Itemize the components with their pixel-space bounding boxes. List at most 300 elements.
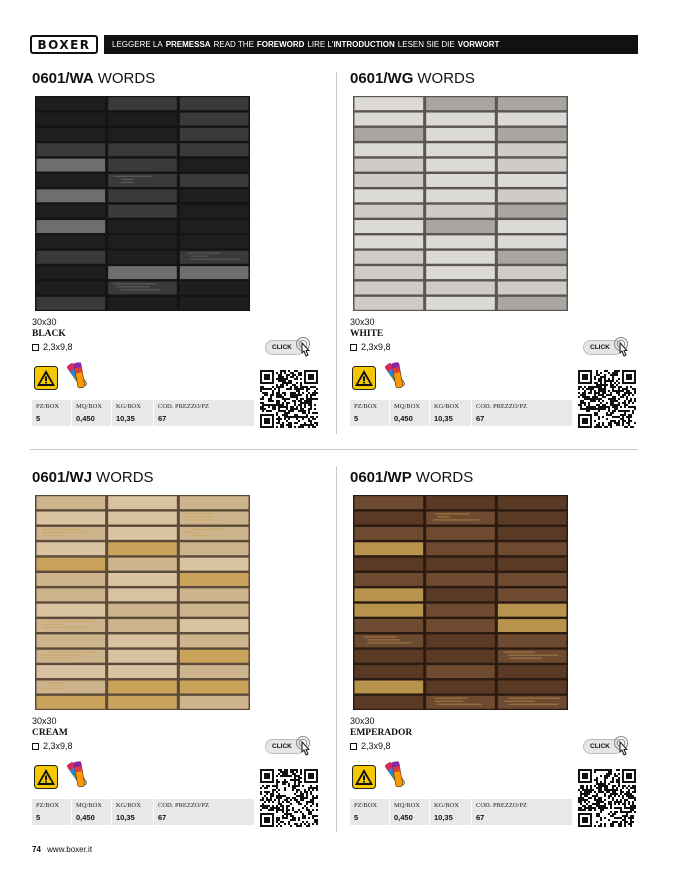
qr-module: [584, 805, 586, 807]
qr-module: [630, 825, 632, 827]
qr-module: [284, 769, 286, 771]
qr-module: [592, 789, 594, 791]
qr-module: [612, 410, 614, 412]
qr-module: [600, 372, 602, 374]
qr-module: [270, 400, 272, 402]
qr-module: [614, 791, 616, 793]
qr-module: [594, 396, 596, 398]
qr-module: [290, 424, 292, 426]
qr-module: [288, 374, 290, 376]
qr-module: [312, 823, 314, 825]
qr-module: [592, 803, 594, 805]
qr-module: [304, 823, 306, 825]
qr-module: [578, 807, 580, 809]
qr-module: [276, 384, 278, 386]
qr-module: [598, 789, 600, 791]
qr-module: [296, 771, 298, 773]
qr-module: [618, 777, 620, 779]
qr-module: [300, 416, 302, 418]
qr-module: [580, 797, 582, 799]
qr-module: [286, 797, 288, 799]
qr-module: [262, 406, 264, 408]
qr-module: [266, 392, 268, 394]
qr-module: [634, 400, 636, 402]
qr-module: [614, 410, 616, 412]
qr-module: [306, 416, 308, 418]
qr-module: [282, 821, 284, 823]
qr-module: [588, 797, 590, 799]
qr-module: [580, 793, 582, 795]
qr-code[interactable]: [260, 769, 318, 827]
qr-module: [620, 807, 622, 809]
mosaic-texture: [185, 516, 212, 517]
qr-module: [284, 416, 286, 418]
qr-module: [588, 388, 590, 390]
qr-module: [290, 388, 292, 390]
mosaic-texture: [115, 685, 153, 686]
qr-module: [596, 424, 598, 426]
qr-module: [626, 815, 628, 817]
qr-module: [624, 410, 626, 412]
qr-module: [282, 817, 284, 819]
qr-module: [262, 404, 264, 406]
qr-module: [306, 791, 308, 793]
qr-module: [612, 797, 614, 799]
qr-module: [264, 392, 266, 394]
qr-module: [630, 807, 632, 809]
qr-module: [280, 378, 282, 380]
qr-module: [624, 394, 626, 396]
qr-module: [628, 406, 630, 408]
qr-module: [614, 374, 616, 376]
qr-module: [604, 382, 606, 384]
qr-module: [594, 390, 596, 392]
qr-module: [590, 809, 592, 811]
qr-module: [594, 414, 596, 416]
qr-module: [594, 378, 596, 380]
mosaic-strip: [426, 619, 495, 632]
qr-module: [286, 769, 288, 771]
qr-module: [602, 388, 604, 390]
qr-module: [300, 386, 302, 388]
qr-module: [610, 382, 612, 384]
qr-module: [302, 402, 304, 404]
qr-module: [288, 388, 290, 390]
qr-module: [602, 416, 604, 418]
qr-module: [588, 809, 590, 811]
qr-module: [608, 394, 610, 396]
mosaic-texture: [192, 658, 243, 659]
qr-module: [610, 426, 612, 428]
qr-module: [280, 374, 282, 376]
qr-module: [304, 422, 306, 424]
qr-module: [282, 426, 284, 428]
qr-module: [306, 797, 308, 799]
price-code-cell: [154, 400, 254, 426]
qr-module: [268, 404, 270, 406]
qr-module: [612, 777, 614, 779]
qr-module: [604, 380, 606, 382]
qr-module: [278, 823, 280, 825]
mosaic-strip: [180, 634, 249, 647]
kg-box-value: 10,35: [116, 414, 135, 423]
qr-module: [602, 392, 604, 394]
qr-module: [584, 402, 586, 404]
foreword-bar[interactable]: [104, 35, 638, 54]
qr-module: [600, 775, 602, 777]
qr-module: [290, 769, 292, 771]
qr-module: [604, 783, 606, 785]
qr-module: [282, 809, 284, 811]
qr-module: [288, 813, 290, 815]
mosaic-tile-image: [35, 495, 250, 710]
qr-finder: [582, 773, 588, 779]
qr-module: [624, 400, 626, 402]
qr-module: [284, 813, 286, 815]
qr-module: [284, 799, 286, 801]
qr-module: [278, 376, 280, 378]
qr-module: [262, 388, 264, 390]
mosaic-texture: [508, 698, 560, 699]
qr-module: [284, 392, 286, 394]
qr-module: [270, 795, 272, 797]
qr-module: [300, 372, 302, 374]
qr-module: [612, 372, 614, 374]
qr-module: [630, 793, 632, 795]
qr-module: [618, 390, 620, 392]
qr-module: [620, 418, 622, 420]
mosaic-strip: [108, 297, 177, 310]
mosaic-strip: [355, 619, 424, 632]
qr-module: [602, 376, 604, 378]
qr-module: [308, 424, 310, 426]
qr-module: [628, 422, 630, 424]
qr-module: [298, 775, 300, 777]
qr-module: [272, 789, 274, 791]
qr-module: [264, 791, 266, 793]
boxer-logo[interactable]: BOXER: [30, 35, 98, 54]
qr-module: [292, 400, 294, 402]
qr-module: [612, 406, 614, 408]
packaging-table: [32, 799, 254, 825]
qr-module: [632, 797, 634, 799]
qr-module: [276, 414, 278, 416]
qr-module: [270, 388, 272, 390]
qr-module: [296, 825, 298, 827]
qr-module: [280, 797, 282, 799]
qr-module: [602, 390, 604, 392]
qr-module: [582, 809, 584, 811]
qr-module: [580, 787, 582, 789]
qr-module: [278, 807, 280, 809]
qr-module: [284, 771, 286, 773]
qr-module: [620, 809, 622, 811]
qr-module: [582, 400, 584, 402]
mosaic-strip: [180, 266, 249, 279]
product-series: WORDS: [96, 469, 154, 486]
qr-code[interactable]: [578, 769, 636, 827]
qr-module: [580, 807, 582, 809]
qr-module: [288, 418, 290, 420]
vertical-divider-top: [336, 72, 337, 434]
qr-module: [306, 793, 308, 795]
qr-finder: [264, 773, 270, 779]
qr-module: [604, 785, 606, 787]
pz-box-value: 5: [354, 414, 359, 423]
mosaic-strip: [355, 143, 424, 156]
qr-module: [316, 412, 318, 414]
qr-module: [286, 809, 288, 811]
qr-module: [302, 386, 304, 388]
qr-module: [612, 823, 614, 825]
website-link[interactable]: www.boxer.it: [47, 845, 93, 854]
mosaic-texture: [184, 532, 198, 533]
qr-module: [304, 386, 306, 388]
mosaic-texture: [503, 213, 515, 214]
qr-module: [292, 809, 294, 811]
qr-module: [628, 811, 630, 813]
qr-module: [284, 398, 286, 400]
mq-box-header: MQ/BOX: [394, 403, 421, 410]
qr-module: [280, 370, 282, 372]
mosaic-texture: [114, 268, 130, 269]
product-code: 0601/WA: [32, 70, 94, 87]
qr-module: [266, 394, 268, 396]
mosaic-texture: [191, 535, 211, 536]
mosaic-strip: [108, 251, 177, 264]
qr-module: [628, 791, 630, 793]
qr-module: [260, 390, 262, 392]
product-series: WORDS: [415, 469, 474, 486]
warning-icon: [34, 765, 58, 789]
mosaic-strip: [426, 496, 495, 509]
qr-module: [604, 817, 606, 819]
qr-module: [624, 807, 626, 809]
qr-module: [292, 396, 294, 398]
qr-module: [304, 412, 306, 414]
qr-module: [280, 376, 282, 378]
mosaic-texture: [511, 99, 524, 100]
qr-module: [284, 412, 286, 414]
qr-module: [626, 390, 628, 392]
qr-module: [308, 823, 310, 825]
tile-color: WHITE: [350, 329, 384, 339]
qr-module: [616, 372, 618, 374]
qr-module: [280, 384, 282, 386]
qr-module: [586, 793, 588, 795]
qr-module: [278, 793, 280, 795]
qr-module: [278, 801, 280, 803]
qr-module: [618, 801, 620, 803]
qr-module: [616, 781, 618, 783]
qr-module: [608, 406, 610, 408]
qr-module: [620, 817, 622, 819]
qr-module: [616, 384, 618, 386]
qr-module: [306, 795, 308, 797]
qr-module: [286, 406, 288, 408]
qr-module: [590, 805, 592, 807]
click-label: CLICK: [590, 344, 610, 351]
mosaic-texture: [114, 176, 153, 177]
mosaic-texture: [437, 704, 481, 705]
qr-module: [586, 795, 588, 797]
mosaic-strip: [498, 558, 567, 571]
qr-module: [634, 787, 636, 789]
qr-module: [602, 809, 604, 811]
qr-module: [628, 394, 630, 396]
pz-box-cell: [350, 799, 388, 825]
qr-module: [272, 394, 274, 396]
qr-module: [620, 821, 622, 823]
qr-module: [606, 775, 608, 777]
qr-module: [590, 789, 592, 791]
qr-code[interactable]: [260, 370, 318, 428]
mosaic-texture: [508, 305, 522, 306]
qr-module: [612, 374, 614, 376]
qr-module: [600, 398, 602, 400]
kg-box-header: KG/BOX: [116, 802, 141, 809]
kg-box-value: 10,35: [434, 813, 453, 822]
qr-module: [598, 398, 600, 400]
qr-module: [590, 392, 592, 394]
qr-module: [260, 809, 262, 811]
qr-module: [316, 795, 318, 797]
qr-module: [282, 771, 284, 773]
qr-module: [594, 807, 596, 809]
qr-module: [600, 797, 602, 799]
qr-module: [288, 402, 290, 404]
qr-module: [266, 797, 268, 799]
qr-module: [632, 402, 634, 404]
product-title: [350, 70, 475, 87]
qr-module: [624, 420, 626, 422]
qr-module: [618, 825, 620, 827]
qr-module: [312, 789, 314, 791]
qr-module: [276, 404, 278, 406]
qr-module: [282, 398, 284, 400]
qr-code[interactable]: [578, 370, 636, 428]
chip-dimension: [350, 741, 391, 751]
qr-module: [268, 801, 270, 803]
qr-module: [588, 408, 590, 410]
qr-module: [606, 773, 608, 775]
qr-module: [608, 410, 610, 412]
qr-module: [306, 803, 308, 805]
qr-module: [284, 775, 286, 777]
mosaic-texture: [114, 688, 159, 689]
qr-module: [296, 785, 298, 787]
qr-module: [280, 424, 282, 426]
qr-module: [600, 801, 602, 803]
qr-module: [274, 785, 276, 787]
qr-module: [610, 803, 612, 805]
qr-module: [300, 424, 302, 426]
warning-icon: [352, 366, 376, 390]
qr-module: [632, 787, 634, 789]
qr-module: [584, 404, 586, 406]
qr-module: [618, 795, 620, 797]
qr-module: [594, 376, 596, 378]
qr-module: [312, 418, 314, 420]
qr-module: [296, 418, 298, 420]
qr-module: [586, 789, 588, 791]
qr-module: [616, 799, 618, 801]
qr-module: [600, 823, 602, 825]
qr-module: [622, 420, 624, 422]
qr-module: [586, 785, 588, 787]
qr-module: [604, 384, 606, 386]
qr-module: [282, 795, 284, 797]
qr-module: [286, 811, 288, 813]
qr-module: [608, 789, 610, 791]
qr-module: [284, 378, 286, 380]
qr-module: [600, 809, 602, 811]
qr-module: [610, 380, 612, 382]
qr-module: [278, 769, 280, 771]
mosaic-texture: [192, 271, 242, 272]
qr-module: [294, 787, 296, 789]
pz-box-cell: [350, 400, 388, 426]
mosaic-texture: [45, 225, 61, 226]
qr-module: [610, 412, 612, 414]
mosaic-texture: [362, 685, 380, 686]
qr-module: [612, 825, 614, 827]
qr-module: [614, 785, 616, 787]
qr-module: [598, 785, 600, 787]
pointer-hand-icon: [294, 336, 316, 360]
qr-module: [290, 382, 292, 384]
qr-module: [634, 406, 636, 408]
qr-module: [598, 791, 600, 793]
price-code-value: 67: [476, 414, 485, 423]
mosaic-texture: [188, 253, 220, 254]
qr-module: [610, 394, 612, 396]
qr-module: [590, 388, 592, 390]
qr-module: [622, 416, 624, 418]
qr-module: [624, 426, 626, 428]
qr-module: [602, 807, 604, 809]
qr-module: [598, 374, 600, 376]
qr-module: [586, 807, 588, 809]
qr-module: [626, 392, 628, 394]
qr-module: [580, 400, 582, 402]
qr-module: [308, 412, 310, 414]
qr-module: [308, 404, 310, 406]
qr-module: [288, 809, 290, 811]
qr-module: [606, 426, 608, 428]
qr-module: [626, 791, 628, 793]
qr-module: [630, 795, 632, 797]
qr-module: [634, 785, 636, 787]
qr-finder: [582, 418, 588, 424]
mosaic-texture: [511, 299, 531, 300]
mosaic-texture: [193, 652, 240, 653]
qr-finder: [264, 418, 270, 424]
qr-module: [626, 404, 628, 406]
qr-module: [610, 392, 612, 394]
product-card: [32, 469, 332, 839]
qr-module: [278, 789, 280, 791]
qr-module: [594, 420, 596, 422]
qr-module: [620, 410, 622, 412]
qr-module: [598, 410, 600, 412]
qr-module: [628, 400, 630, 402]
price-code-value: 67: [158, 813, 167, 822]
qr-module: [262, 803, 264, 805]
qr-module: [622, 388, 624, 390]
qr-module: [622, 410, 624, 412]
qr-module: [314, 418, 316, 420]
